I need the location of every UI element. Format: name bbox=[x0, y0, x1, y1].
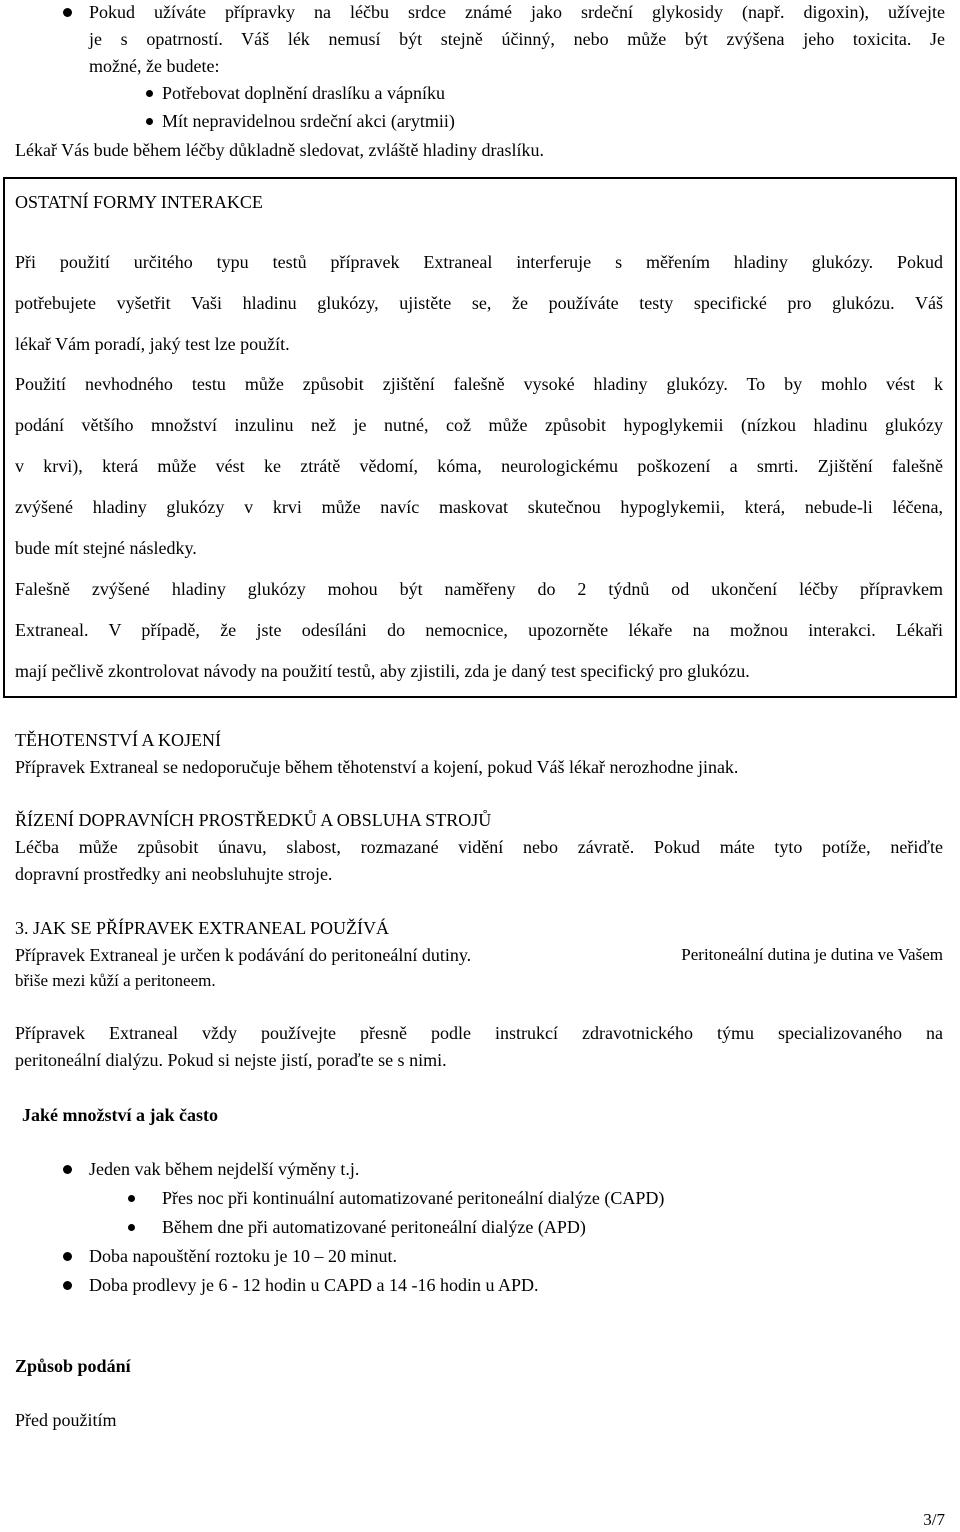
paragraph: Lékař Vás bude během léčby důkladně sledovat, zvláště hladiny draslíku. bbox=[15, 140, 545, 160]
section-heading: ŘÍZENÍ DOPRAVNÍCH PROSTŘEDKŮ A OBSLUHA STROJŮ bbox=[15, 810, 492, 830]
section-heading: OSTATNÍ FORMY INTERAKCE bbox=[15, 192, 263, 212]
bullet-icon bbox=[128, 1195, 135, 1202]
paragraph-line: potřebujete vyšetřit Vaši hladinu glukózy, ujistěte se, že používáte testy specifické pro glukózu. Váš bbox=[15, 293, 943, 313]
paragraph-line: peritoneální dialýzu. Pokud si nejste jistí, poraďte se s nimi. bbox=[15, 1050, 447, 1070]
paragraph-line: dopravní prostředky ani neobsluhujte stroje. bbox=[15, 864, 333, 884]
paragraph-line: zvýšené hladiny glukózy v krvi může navíc maskovat skutečnou hypoglykemii, která, nebude-li léčena, bbox=[15, 497, 943, 517]
paragraph-line: lékař Vám poradí, jaký test lze použít. bbox=[15, 334, 290, 354]
paragraph-line: mají pečlivě zkontrolovat návody na použití testů, aby zjistili, zda je daný test specifický pro glukózu. bbox=[15, 661, 750, 681]
paragraph-line: bude mít stejné následky. bbox=[15, 538, 197, 558]
section-heading: TĚHOTENSTVÍ A KOJENÍ bbox=[15, 730, 221, 750]
paragraph-line: Léčba může způsobit únavu, slabost, rozmazané vidění nebo závratě. Pokud máte tyto potíže, neřiďte bbox=[15, 837, 943, 857]
paragraph-line: podání většího množství inzulinu než je nutné, což může způsobit hypoglykemii (nízkou hladinu glukózy bbox=[15, 415, 943, 435]
paragraph-line: Extraneal. V případě, že jste odesíláni do nemocnice, upozorněte lékaře na možnou interakci. Lékaři bbox=[15, 620, 943, 640]
sub-list-item: Přes noc při kontinuální automatizované peritoneální dialýze (CAPD) bbox=[162, 1188, 665, 1208]
subheading: Před použitím bbox=[15, 1410, 117, 1430]
list-item-text: Doba prodlevy je 6 - 12 hodin u CAPD a 14 -16 hodin u APD. bbox=[89, 1275, 539, 1295]
bullet-icon bbox=[128, 1224, 135, 1231]
sub-list-item: Potřebovat doplnění draslíku a vápníku bbox=[162, 83, 445, 103]
paragraph-line: v krvi), která může vést ke ztrátě vědomí, kóma, neurologickému poškození a smrti. Zjištění falešně bbox=[15, 456, 943, 476]
bullet-icon bbox=[63, 1165, 72, 1174]
paragraph-line: Při použití určitého typu testů přípravek Extraneal interferuje s měřením hladiny glukózy. Pokud bbox=[15, 252, 943, 272]
section-heading: 3. JAK SE PŘÍPRAVEK EXTRANEAL POUŽÍVÁ bbox=[15, 918, 390, 938]
text-segment: Přípravek Extraneal je určen k podávání do peritoneální dutiny. bbox=[15, 945, 472, 965]
list-item-text: možné, že budete: bbox=[89, 56, 220, 76]
page-number: 3/7 bbox=[923, 1510, 945, 1529]
paragraph-line: Falešně zvýšené hladiny glukózy mohou být naměřeny do 2 týdnů od ukončení léčby přípravkem bbox=[15, 579, 943, 599]
list-item-text: Pokud užíváte přípravky na léčbu srdce známé jako srdeční glykosidy (např. digoxin), užívejte bbox=[89, 2, 945, 22]
bullet-icon bbox=[146, 90, 153, 97]
bullet-icon bbox=[146, 118, 153, 125]
subheading: Způsob podání bbox=[15, 1356, 131, 1376]
text-segment: Peritoneální dutina je dutina ve Vašem bbox=[681, 945, 943, 964]
paragraph-line: břiše mezi kůží a peritoneem. bbox=[15, 971, 216, 990]
bullet-icon bbox=[63, 1281, 72, 1290]
bullet-icon bbox=[63, 8, 72, 17]
list-item-text: Doba napouštění roztoku je 10 – 20 minut. bbox=[89, 1246, 397, 1266]
sub-list-item: Během dne při automatizované peritoneální dialýze (APD) bbox=[162, 1217, 586, 1237]
subheading: Jaké množství a jak často bbox=[22, 1105, 218, 1125]
list-item-text: Jeden vak během nejdelší výměny t.j. bbox=[89, 1159, 360, 1179]
paragraph-line: Použití nevhodného testu může způsobit zjištění falešně vysoké hladiny glukózy. To by mohlo vést k bbox=[15, 374, 943, 394]
paragraph: Přípravek Extraneal se nedoporučuje během těhotenství a kojení, pokud Váš lékař nerozhodne jinak. bbox=[15, 757, 739, 777]
list-item-text: je s opatrností. Váš lék nemusí být stejně účinný, nebo může být zvýšena jeho toxicita. Je bbox=[89, 29, 945, 49]
bullet-icon bbox=[63, 1252, 72, 1261]
sub-list-item: Mít nepravidelnou srdeční akci (arytmii) bbox=[162, 111, 455, 131]
paragraph-line bbox=[15, 943, 943, 967]
paragraph-line: Přípravek Extraneal vždy používejte přesně podle instrukcí zdravotnického týmu specializovaného na bbox=[15, 1023, 943, 1043]
